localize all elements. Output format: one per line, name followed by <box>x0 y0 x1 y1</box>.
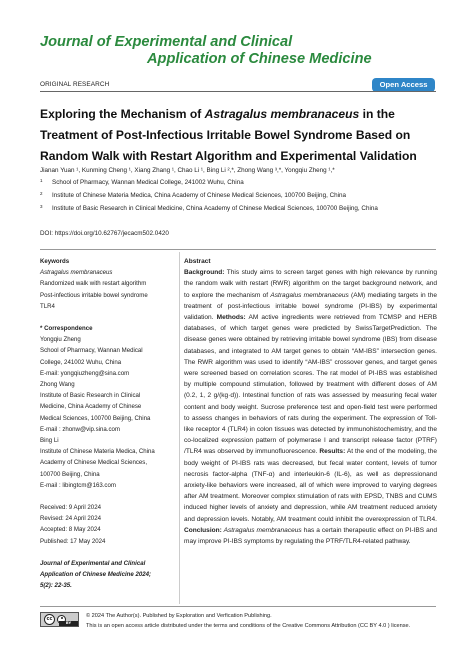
affiliations <box>40 179 440 219</box>
correspondence-line: Medical Sciences, 100700 Beijing, China <box>40 414 151 422</box>
results-text: At the end of the modeling, the body weight of PI-IBS rats was decreased, but fecal water content, levels of tumor necrosis factor-alpha (TNF-α) and interleukin-6 (IL-6), as well as depressionand anxiety-like behaviors were increased, all of which were improved to varying degrees after AM treatment. Moreover complex stimulation of rats with EPSD, TNBS and CUMS induced higher levels of anxiety and depression, while AM treatment reduced anxiety and depression levels. Notably, AM treatment could inhibit the overexpression of TLR4. <box>184 448 437 523</box>
keyword-item: Randomized walk with restart algorithm <box>40 280 147 288</box>
date-accepted: Accepted: 8 May 2024 <box>40 526 101 534</box>
correspondence-email[interactable]: E-mail : zhonw@vip.sina.com <box>40 425 121 433</box>
by-label: BY <box>59 621 78 626</box>
date-revised: Revised: 24 April 2024 <box>40 515 101 523</box>
conclusion-label: Conclusion: <box>184 526 222 534</box>
article-type: ORIGINAL RESEARCH <box>40 81 110 88</box>
section-divider <box>40 249 436 250</box>
background-italic: Astragalus membranaceus <box>270 291 349 299</box>
cc-icon: cc <box>44 614 55 625</box>
date-received: Received: 9 April 2024 <box>40 504 101 512</box>
affiliation-number: 1 <box>40 178 43 183</box>
correspondence-line: Yongqiu Zheng <box>40 336 81 344</box>
affiliation-text: Institute of Chinese Materia Medica, China Academy of Chinese Medical Sciences, 100700 Beijing, China <box>52 192 347 200</box>
footer-divider <box>40 606 436 607</box>
journal-title-line2: Application of Chinese Medicine <box>147 51 372 67</box>
paper-title-post: in the Treatment of Post-Infectious Irritable Bowel Syndrome Based on Random Walk with Restart Algorithm and Experimental Validation <box>40 107 417 163</box>
keyword-item: Post-infectious irritable bowel syndrome <box>40 291 148 299</box>
correspondence-line: Institute of Chinese Materia Medica, China <box>40 448 155 456</box>
paper-title-pre: Exploring the Mechanism of <box>40 107 205 121</box>
affiliation-2 <box>40 192 440 205</box>
conclusion-italic: Astragalus membranaceus <box>221 526 302 534</box>
correspondence-line: College, 241002 Wuhu, China <box>40 358 122 366</box>
background-text: (AM) mediating targets in the treatment of post-infectious irritable bowel syndrome (PI-IBS) by experimental validation. <box>184 291 437 322</box>
paper-title <box>40 104 440 167</box>
sidebar-metadata <box>40 256 176 591</box>
citation-line: 5(2): 22-35. <box>40 582 72 590</box>
license-line: This is an open access article distributed under the terms and conditions of the Creative Commons Attribution (CC BY 4.0 ) license. <box>86 623 411 629</box>
methods-label: Methods: <box>216 314 246 322</box>
background-label: Background: <box>184 269 225 277</box>
citation-line: Journal of Experimental and Clinical <box>40 559 146 567</box>
correspondence-line: Bing Li <box>40 437 59 445</box>
correspondence-email[interactable]: E-mail : libingtcm@163.com <box>40 481 116 489</box>
copyright-line: © 2024 The Author(s). Published by Exploration and Verfication Publishing. <box>86 613 272 619</box>
open-access-badge: Open Access <box>372 78 435 92</box>
keyword-item: Astragalus membranaceus <box>40 269 113 277</box>
correspondence-line: Medicine, China Academy of Chinese <box>40 403 142 411</box>
cc-by-license-badge[interactable] <box>40 612 79 627</box>
background-text: This study aims to screen target genes with high relevance by running the random walk with restart (RWR) algorithm on the target background network, and to explore the mechanism of <box>184 269 437 299</box>
affiliation-number: 3 <box>40 204 43 210</box>
header-divider <box>40 91 436 92</box>
paper-title-italic: Astragalus membranaceus <box>204 107 360 121</box>
doi-link[interactable]: DOI: https://doi.org/10.62767/jecacm502.0420 <box>40 230 169 237</box>
journal-title <box>40 34 460 68</box>
affiliation-text: School of Pharmacy, Wannan Medical College, 241002 Wuhu, China <box>52 179 244 186</box>
abstract-heading: Abstract <box>184 258 211 265</box>
methods-text: AM active ingredients were retrieved from TCMSP and HERB databases, of which target genes were predicted by SwissTargetPrediction. The disease genes were obtained by retrieving irritable bowel syndrome (IBS) from disease databases, and integrated to AM target genes to obtain “AM-IBS” intersection genes. The RWR algorithm was used to identify “AM-IBS” crossover genes, and target genes were screened based on correlation scores. The rat model of PI-IBS was established by multiple compound stimulation, followed by treatment with different doses of AM (0.2, 1, 2 g/(kg·d)). Intestinal function of rats was assessed by measuring fecal water content and body weight. Sucrose preference test and open-field test were performed to assess changes in behaviors of rats during the experiment. The expression of Toll-like receptor 4 (TLR4) in colon tissues was detected by immunohistochemistry, and the co-localized expression pattern of polymerase I and transcript release factor (PTRF) /TLR4 was observed by immunofluorescence. <box>184 314 437 456</box>
results-label: Results: <box>319 448 346 456</box>
correspondence-line: 100700 Beijing, China <box>40 470 100 478</box>
abstract-body <box>184 267 437 547</box>
abstract <box>184 256 437 547</box>
correspondence-line: Zhong Wang <box>40 381 75 389</box>
correspondence-heading: * Correspondence <box>40 325 93 333</box>
citation-line: Application of Chinese Medicine 2024; <box>40 571 152 579</box>
keywords-heading: Keywords <box>40 258 70 265</box>
keyword-item: TLR4 <box>40 302 55 310</box>
affiliation-text: Institute of Basic Research in Clinical Medicine, China Academy of Chinese Medical Sciences, 100700 Beijing, China <box>52 205 378 213</box>
affiliation-3 <box>40 205 440 218</box>
correspondence-email[interactable]: E-mail: yongqiuzheng@sina.com <box>40 369 130 377</box>
affiliation-1 <box>40 179 440 192</box>
column-divider <box>179 252 180 604</box>
journal-title-line1: Journal of Experimental and Clinical <box>40 34 293 50</box>
conclusion-text: has a certain therapeutic effect on PI-IBS and may improve PI-IBS symptoms by regulating the PTRF/TLR4-related pathway. <box>184 526 438 546</box>
correspondence-line: School of Pharmacy, Wannan Medical <box>40 347 143 355</box>
correspondence-line: Institute of Basic Research in Clinical <box>40 392 141 400</box>
affiliation-number: 2 <box>40 191 43 197</box>
correspondence-line: Academy of Chinese Medical Sciences, <box>40 459 148 467</box>
date-published: Published: 17 May 2024 <box>40 537 106 545</box>
author-list: Jianan Yuan ¹, Kunming Cheng ¹, Xiang Zhang ¹, Chao Li ¹, Bing Li ²,*, Zhong Wang ³,*, Yongqiu Zheng ¹,* <box>40 167 335 174</box>
